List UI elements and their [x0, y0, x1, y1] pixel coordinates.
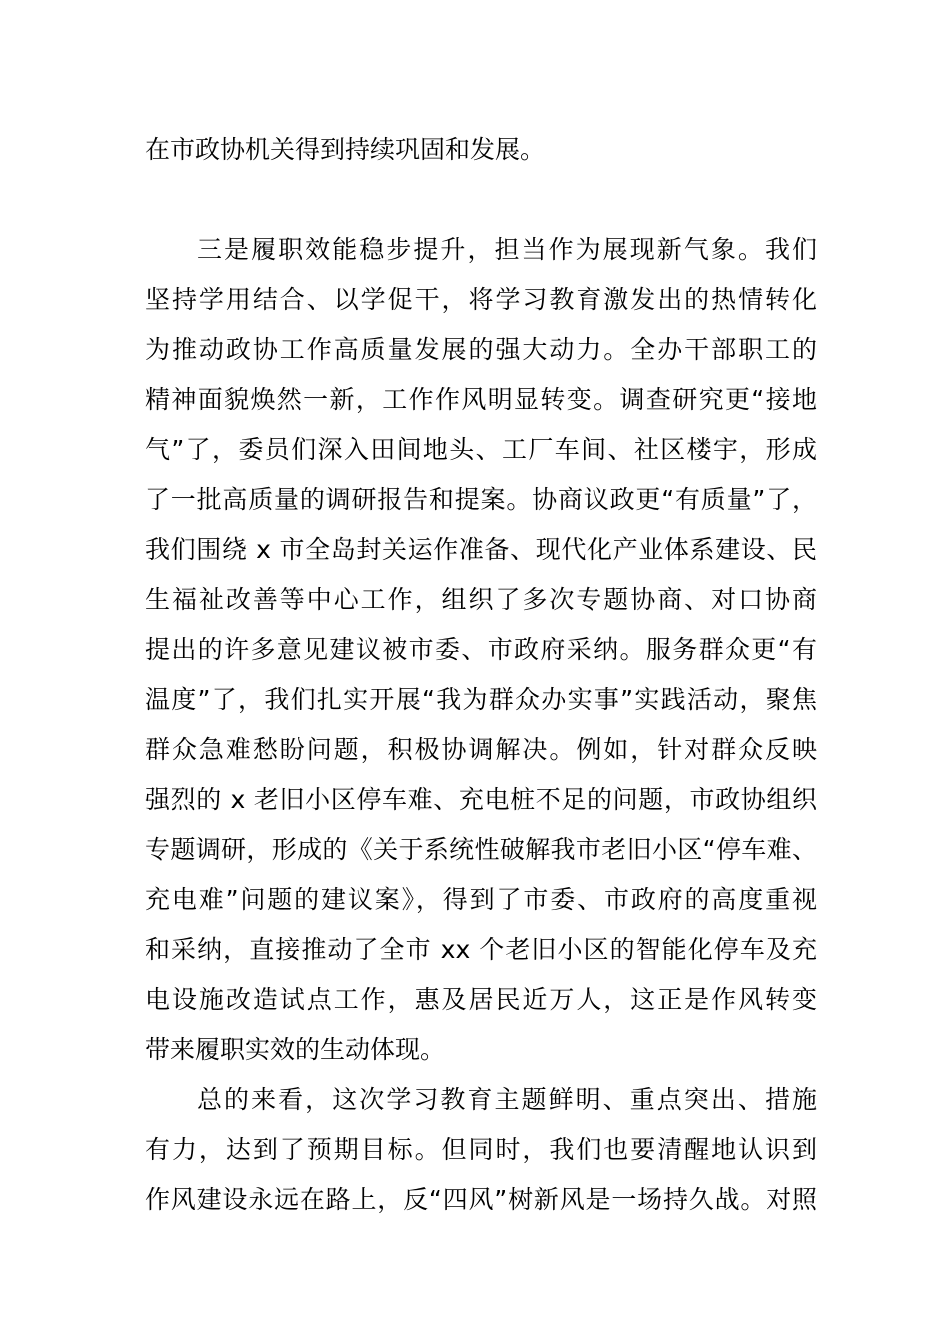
- text-line-5: 精神面貌焕然一新，工作作风明显转变。调查研究更“接地: [145, 385, 817, 414]
- text-line-13: 强烈的 x 老旧小区停车难、充电桩不足的问题，市政协组织: [145, 785, 817, 814]
- text-line-2: 三是履职效能稳步提升，担当作为展现新气象。我们: [197, 235, 817, 264]
- text-line-15: 充电难”问题的建议案》，得到了市委、市政府的高度重视: [145, 885, 817, 914]
- text-line-6: 气”了，委员们深入田间地头、工厂车间、社区楼宇，形成: [145, 435, 817, 464]
- text-line-3: 坚持学用结合、以学促干，将学习教育激发出的热情转化: [145, 285, 817, 314]
- text-line-11: 温度”了，我们扎实开展“我为群众办实事”实践活动，聚焦: [145, 685, 817, 714]
- text-line-1: 在市政协机关得到持续巩固和发展。: [145, 135, 546, 164]
- text-line-18: 带来履职实效的生动体现。: [145, 1035, 446, 1064]
- text-line-14: 专题调研，形成的《关于系统性破解我市老旧小区“停车难、: [145, 835, 817, 864]
- text-line-17: 电设施改造试点工作，惠及居民近万人，这正是作风转变: [145, 985, 817, 1014]
- text-line-19: 总的来看，这次学习教育主题鲜明、重点突出、措施: [197, 1085, 817, 1114]
- text-line-16: 和采纳，直接推动了全市 xx 个老旧小区的智能化停车及充: [145, 935, 817, 964]
- text-line-21: 作风建设永远在路上，反“四风”树新风是一场持久战。对照: [145, 1185, 817, 1214]
- text-line-12: 群众急难愁盼问题，积极协调解决。例如，针对群众反映: [145, 735, 817, 764]
- text-line-7: 了一批高质量的调研报告和提案。协商议政更“有质量”了，: [145, 485, 817, 514]
- text-line-10: 提出的许多意见建议被市委、市政府采纳。服务群众更“有: [145, 635, 817, 664]
- text-line-4: 为推动政协工作高质量发展的强大动力。全办干部职工的: [145, 335, 817, 364]
- text-line-8: 我们围绕 x 市全岛封关运作准备、现代化产业体系建设、民: [145, 535, 817, 564]
- text-line-20: 有力，达到了预期目标。但同时，我们也要清醒地认识到: [145, 1135, 817, 1164]
- text-line-9: 生福祉改善等中心工作，组织了多次专题协商、对口协商: [145, 585, 817, 614]
